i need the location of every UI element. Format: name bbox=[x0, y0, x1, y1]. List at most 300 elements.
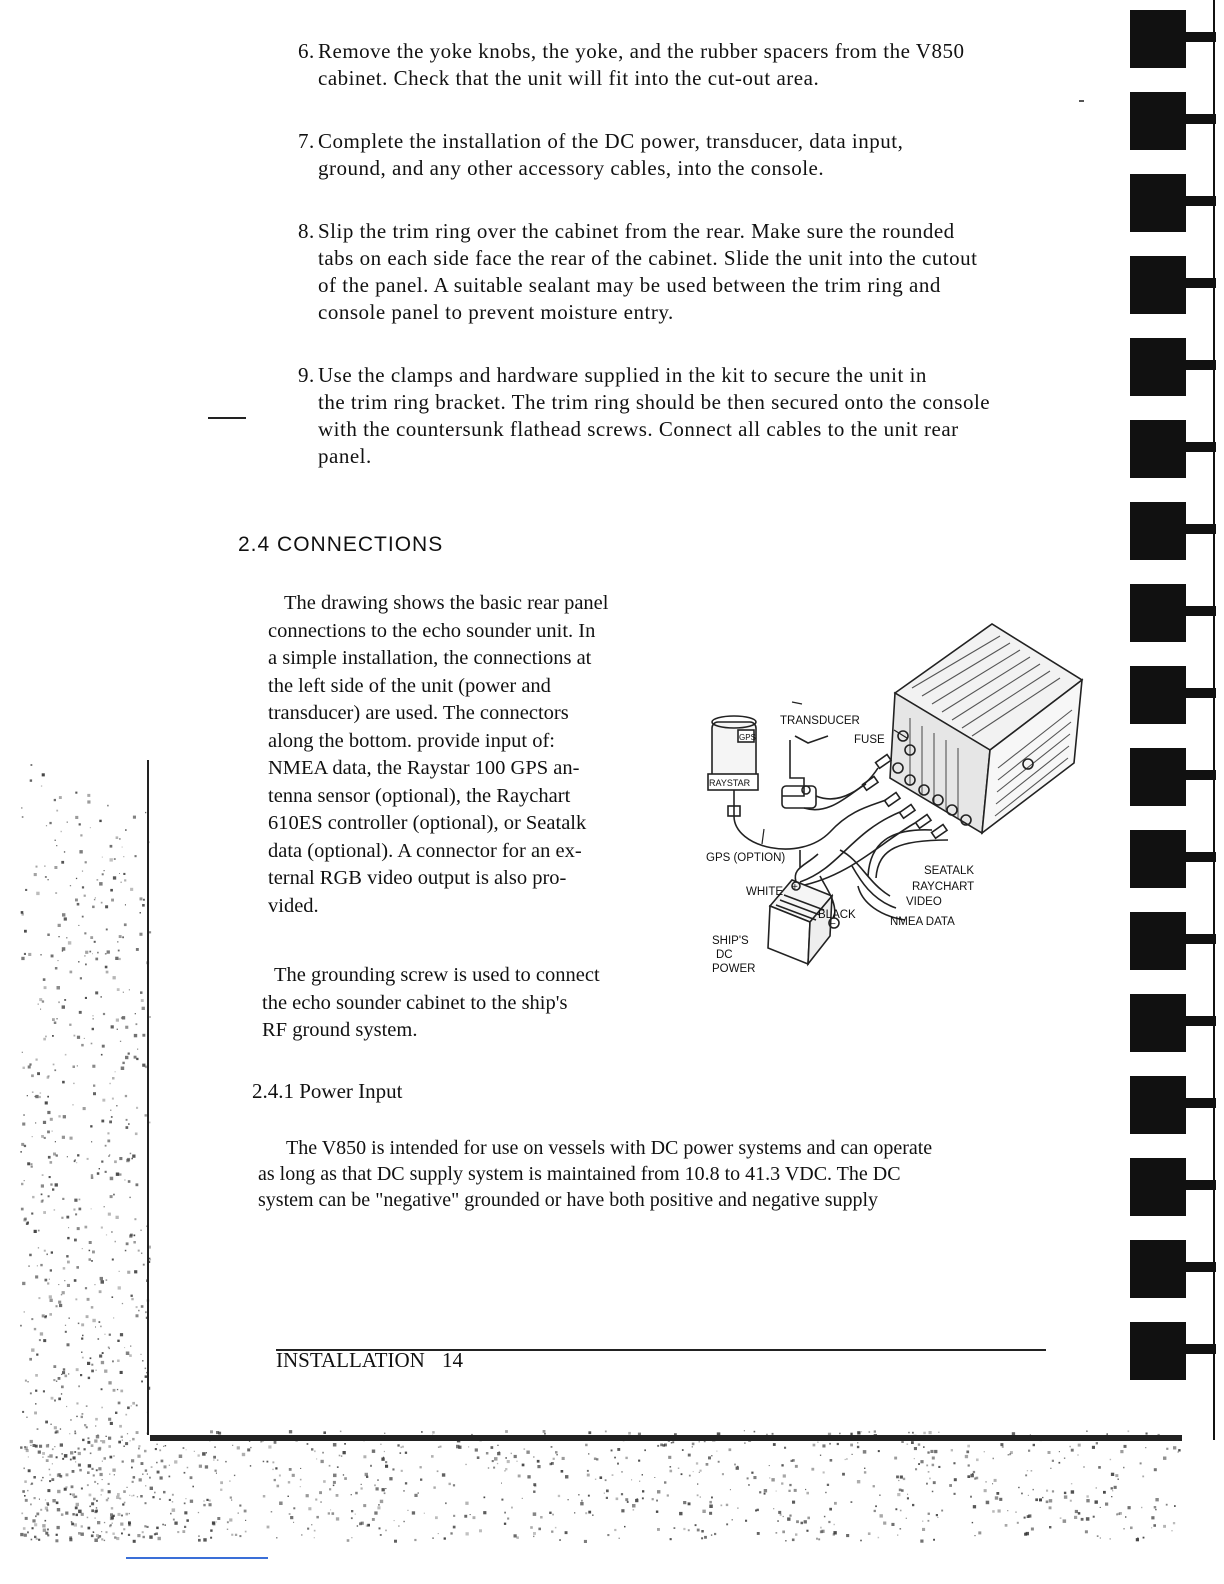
scan-speck bbox=[113, 1194, 115, 1196]
scan-speck bbox=[456, 1445, 460, 1449]
scan-speck bbox=[125, 1026, 128, 1029]
scan-speck bbox=[206, 1499, 208, 1501]
scan-speck bbox=[100, 996, 102, 998]
scan-speck bbox=[604, 1493, 605, 1494]
scan-speck bbox=[67, 1237, 69, 1239]
scan-speck bbox=[628, 1432, 631, 1435]
scan-speck bbox=[142, 1474, 143, 1475]
scan-speck bbox=[70, 1419, 72, 1421]
scan-speck bbox=[20, 1151, 22, 1153]
scan-speck bbox=[91, 1509, 94, 1512]
scan-speck bbox=[820, 1455, 821, 1456]
scan-speck bbox=[122, 1440, 123, 1441]
scan-speck bbox=[864, 1468, 865, 1469]
scan-speck bbox=[745, 1520, 747, 1522]
scan-speck bbox=[697, 1483, 698, 1484]
scan-speck bbox=[437, 1470, 439, 1472]
scan-speck bbox=[145, 1485, 146, 1486]
scan-speck bbox=[511, 1507, 513, 1509]
scan-speck bbox=[123, 873, 125, 875]
scan-speck bbox=[89, 1241, 92, 1244]
scan-speck bbox=[355, 1514, 356, 1515]
scan-speck bbox=[49, 1313, 52, 1316]
scan-speck bbox=[33, 1476, 36, 1479]
scan-speck bbox=[104, 1522, 105, 1523]
scan-speck bbox=[440, 1446, 442, 1448]
para-line: The drawing shows the basic rear panel bbox=[284, 592, 609, 614]
scan-speck bbox=[34, 1536, 36, 1538]
scan-speck bbox=[76, 1162, 77, 1163]
scan-speck bbox=[79, 1208, 82, 1211]
scan-speck bbox=[52, 1188, 54, 1190]
scan-speck bbox=[1086, 1495, 1088, 1497]
scan-speck bbox=[633, 1509, 635, 1511]
scan-speck bbox=[90, 1125, 92, 1127]
scan-speck bbox=[52, 1463, 53, 1464]
scan-speck bbox=[87, 800, 90, 803]
scan-speck bbox=[928, 1471, 930, 1473]
scan-speck bbox=[559, 1539, 561, 1541]
scan-speck bbox=[90, 936, 93, 939]
scan-speck bbox=[139, 1478, 142, 1481]
scan-speck bbox=[120, 1390, 123, 1393]
scan-speck bbox=[34, 1523, 37, 1526]
scan-speck bbox=[87, 1471, 90, 1474]
scan-speck bbox=[267, 1526, 270, 1529]
scan-speck bbox=[711, 1497, 713, 1499]
scan-speck bbox=[378, 1504, 380, 1506]
scan-speck bbox=[41, 785, 42, 786]
scan-speck bbox=[1027, 1515, 1030, 1518]
scan-speck bbox=[51, 1397, 54, 1400]
scan-speck bbox=[88, 1464, 91, 1467]
scan-speck bbox=[374, 1511, 377, 1514]
scan-speck bbox=[986, 1501, 990, 1505]
scan-speck bbox=[190, 1476, 193, 1479]
scan-speck bbox=[438, 1446, 440, 1448]
scan-speck bbox=[769, 1465, 770, 1466]
scan-speck bbox=[120, 1371, 123, 1374]
scan-speck bbox=[376, 1487, 379, 1490]
scan-speck bbox=[918, 1443, 920, 1445]
scan-speck bbox=[95, 1425, 96, 1426]
scan-speck bbox=[129, 989, 130, 990]
para-line: NMEA data, the Raystar 100 GPS an- bbox=[268, 757, 580, 779]
scan-speck bbox=[239, 1505, 241, 1507]
scan-speck bbox=[1070, 1500, 1072, 1502]
scan-speck bbox=[76, 1266, 79, 1269]
scan-speck bbox=[339, 1455, 341, 1457]
scan-speck bbox=[562, 1457, 565, 1460]
scan-speck bbox=[155, 1533, 158, 1536]
scan-speck bbox=[383, 1457, 384, 1458]
scan-blue-line bbox=[126, 1557, 268, 1559]
scan-speck bbox=[36, 1059, 38, 1061]
scan-speck bbox=[114, 1160, 117, 1163]
scan-speck bbox=[290, 1516, 293, 1519]
scan-speck bbox=[420, 1466, 422, 1468]
scan-speck bbox=[172, 1501, 173, 1502]
scan-speck bbox=[778, 1511, 781, 1514]
scan-speck bbox=[78, 1532, 81, 1535]
scan-speck bbox=[45, 1520, 47, 1522]
scan-speck bbox=[230, 1497, 232, 1499]
scan-speck bbox=[470, 1514, 471, 1515]
scan-speck bbox=[839, 1433, 841, 1435]
scan-speck bbox=[938, 1466, 940, 1468]
scan-speck bbox=[605, 1431, 607, 1433]
scan-speck bbox=[45, 1507, 48, 1510]
scan-speck bbox=[105, 1145, 107, 1147]
scan-speck bbox=[549, 1512, 551, 1514]
scan-speck bbox=[122, 1016, 125, 1019]
scan-speck bbox=[972, 1473, 973, 1474]
scan-speck bbox=[51, 955, 54, 958]
scan-speck bbox=[642, 1497, 644, 1499]
scan-speck bbox=[340, 1431, 342, 1433]
scan-speck bbox=[479, 1529, 482, 1532]
scan-speck bbox=[543, 1430, 546, 1433]
scan-speck bbox=[127, 1407, 130, 1410]
scan-speck bbox=[307, 1443, 309, 1445]
scan-speck bbox=[544, 1433, 546, 1435]
scan-speck bbox=[527, 1475, 530, 1478]
scan-speck bbox=[32, 1136, 33, 1137]
scan-speck bbox=[75, 1496, 77, 1498]
scan-speck bbox=[377, 1506, 380, 1509]
scan-speck bbox=[77, 1154, 79, 1156]
scan-speck bbox=[117, 1389, 118, 1390]
step-line: cabinet. Check that the unit will fit into the cut-out area. bbox=[318, 66, 820, 90]
scan-speck bbox=[1007, 1510, 1008, 1511]
scan-speck bbox=[978, 1531, 981, 1534]
scan-speck bbox=[361, 1522, 364, 1525]
scan-speck bbox=[209, 1500, 211, 1502]
scan-speck bbox=[66, 1473, 69, 1476]
scan-speck bbox=[747, 1477, 749, 1479]
scan-speck bbox=[109, 1334, 111, 1336]
scan-speck bbox=[91, 1174, 93, 1176]
scan-speck bbox=[41, 1200, 44, 1203]
scan-speck bbox=[105, 905, 108, 908]
scan-speck bbox=[1075, 1510, 1078, 1513]
scan-speck bbox=[26, 1449, 29, 1452]
scan-speck bbox=[184, 1472, 186, 1474]
scan-speck bbox=[1173, 1446, 1176, 1449]
scan-speck bbox=[97, 879, 99, 881]
scan-speck bbox=[112, 1360, 114, 1362]
scan-speck bbox=[217, 1459, 219, 1461]
scan-speck bbox=[135, 1013, 136, 1014]
scan-speck bbox=[84, 1038, 85, 1039]
scan-speck bbox=[766, 1434, 767, 1435]
scan-speck bbox=[22, 1052, 23, 1053]
scan-speck bbox=[118, 1402, 121, 1405]
scan-speck bbox=[61, 1393, 62, 1394]
scan-speck bbox=[93, 1474, 95, 1476]
scan-speck bbox=[56, 1534, 58, 1536]
scan-speck bbox=[110, 1110, 111, 1111]
scan-speck bbox=[81, 1323, 84, 1326]
scan-speck bbox=[55, 1432, 57, 1434]
scan-speck bbox=[36, 1513, 39, 1516]
scan-speck bbox=[242, 1453, 245, 1456]
scan-speck bbox=[1046, 1501, 1049, 1504]
scan-speck bbox=[145, 1311, 147, 1313]
scan-speck bbox=[136, 1306, 138, 1308]
scan-speck bbox=[895, 1508, 897, 1510]
scan-speck bbox=[289, 1468, 292, 1471]
scan-speck bbox=[522, 1498, 523, 1499]
scan-speck bbox=[144, 1525, 146, 1527]
scan-speck bbox=[75, 1507, 78, 1510]
scan-speck bbox=[102, 1440, 105, 1443]
scan-speck bbox=[1039, 1498, 1042, 1501]
scan-speck bbox=[44, 1137, 46, 1139]
scan-speck bbox=[907, 1443, 909, 1445]
scan-speck bbox=[35, 1122, 36, 1123]
scan-speck bbox=[333, 1481, 336, 1484]
scan-speck bbox=[274, 1441, 277, 1444]
scan-speck bbox=[57, 986, 61, 990]
scan-speck bbox=[57, 1526, 60, 1529]
scan-speck bbox=[974, 1535, 975, 1536]
scan-speck bbox=[322, 1452, 324, 1454]
scan-speck bbox=[192, 1486, 194, 1488]
scan-speck bbox=[397, 1444, 399, 1446]
scan-speck bbox=[56, 1456, 58, 1458]
scan-speck bbox=[24, 1180, 25, 1181]
scan-speck bbox=[121, 882, 122, 883]
scan-speck bbox=[949, 1484, 952, 1487]
scan-speck bbox=[156, 1462, 158, 1464]
scan-speck bbox=[109, 1525, 111, 1527]
scan-speck bbox=[999, 1498, 1002, 1501]
scan-speck bbox=[81, 1525, 83, 1527]
scan-speck bbox=[75, 1461, 76, 1462]
scan-speck bbox=[244, 1510, 247, 1513]
scan-speck bbox=[52, 1131, 53, 1132]
scan-speck bbox=[1027, 1470, 1028, 1471]
scan-speck bbox=[78, 961, 79, 962]
scan-speck bbox=[965, 1455, 968, 1458]
scan-speck bbox=[62, 913, 65, 916]
scan-speck bbox=[220, 1481, 223, 1484]
scan-speck bbox=[31, 1074, 34, 1077]
scan-speck bbox=[894, 1457, 897, 1460]
scan-speck bbox=[585, 1444, 588, 1447]
step-line: Use the clamps and hardware supplied in the kit to secure the unit in bbox=[318, 363, 927, 387]
scan-speck bbox=[109, 1121, 112, 1124]
scan-speck bbox=[94, 1539, 98, 1543]
scan-speck bbox=[142, 1360, 143, 1361]
scan-speck bbox=[28, 1066, 31, 1069]
scan-speck bbox=[435, 1516, 438, 1519]
scan-speck bbox=[101, 1388, 103, 1390]
scan-speck bbox=[70, 1493, 72, 1495]
scan-speck bbox=[783, 1474, 786, 1477]
scan-speck bbox=[806, 1492, 809, 1495]
scan-speck bbox=[27, 1222, 29, 1224]
scan-speck bbox=[1095, 1500, 1098, 1503]
scan-speck bbox=[30, 1445, 31, 1446]
scan-speck bbox=[46, 1459, 49, 1462]
scan-speck bbox=[445, 1502, 447, 1504]
scan-speck bbox=[99, 1355, 102, 1358]
scan-speck bbox=[84, 932, 86, 934]
scan-speck bbox=[820, 1527, 822, 1529]
para-line: vided. bbox=[268, 894, 319, 917]
scan-speck bbox=[118, 1286, 121, 1289]
scan-speck bbox=[41, 1135, 44, 1138]
scan-speck bbox=[47, 1131, 50, 1134]
scan-speck bbox=[483, 1511, 486, 1514]
scan-speck bbox=[289, 1513, 291, 1515]
scan-speck bbox=[88, 1527, 91, 1530]
scan-speck bbox=[125, 829, 127, 831]
scan-speck bbox=[104, 1370, 107, 1373]
scan-speck bbox=[58, 1301, 61, 1304]
scan-speck bbox=[119, 1425, 122, 1428]
scan-speck bbox=[23, 1468, 25, 1470]
scan-speck bbox=[22, 1490, 25, 1493]
scan-speck bbox=[79, 1469, 82, 1472]
scan-speck bbox=[124, 1502, 126, 1504]
para-line: the echo sounder cabinet to the ship's bbox=[262, 991, 568, 1014]
scan-speck bbox=[912, 1432, 914, 1434]
scan-speck bbox=[130, 1153, 132, 1155]
scan-speck bbox=[154, 1492, 156, 1494]
scan-speck bbox=[31, 1166, 33, 1168]
scan-speck bbox=[216, 1473, 217, 1474]
scan-speck bbox=[1021, 1493, 1023, 1495]
scan-speck bbox=[106, 1436, 107, 1437]
scan-speck bbox=[31, 1539, 33, 1541]
scan-speck bbox=[1059, 1451, 1060, 1452]
scan-speck bbox=[69, 1538, 72, 1541]
scan-speck bbox=[101, 1489, 104, 1492]
scan-speck bbox=[54, 1446, 55, 1447]
scan-speck bbox=[186, 1449, 187, 1450]
scan-speck bbox=[134, 1218, 136, 1220]
scan-speck bbox=[869, 1431, 871, 1433]
scan-speck bbox=[42, 773, 45, 776]
scan-speck bbox=[68, 1317, 70, 1319]
scan-speck bbox=[61, 1386, 64, 1389]
scan-speck bbox=[343, 1451, 346, 1454]
scan-speck bbox=[828, 1521, 830, 1523]
scan-speck bbox=[63, 1267, 65, 1270]
scan-speck bbox=[100, 1473, 103, 1476]
scan-speck bbox=[900, 1528, 902, 1530]
scan-speck bbox=[29, 1358, 32, 1361]
scan-speck bbox=[56, 1502, 59, 1505]
scan-speck bbox=[206, 1452, 207, 1453]
scan-speck bbox=[709, 1501, 712, 1504]
scan-speck bbox=[50, 1118, 53, 1121]
scan-speck bbox=[1171, 1530, 1172, 1531]
label-ships: SHIP'S bbox=[712, 935, 749, 947]
scan-speck bbox=[145, 1066, 148, 1069]
scan-speck bbox=[141, 1381, 143, 1383]
scan-speck bbox=[966, 1451, 969, 1454]
scan-speck bbox=[125, 1095, 127, 1097]
scan-speck bbox=[36, 866, 38, 868]
scan-speck bbox=[75, 1159, 76, 1160]
para-line: the left side of the unit (power and bbox=[268, 674, 551, 697]
scan-speck bbox=[595, 1479, 596, 1480]
scan-speck bbox=[93, 1498, 96, 1501]
scan-speck bbox=[225, 1461, 227, 1463]
scan-speck bbox=[24, 1446, 26, 1448]
scan-speck bbox=[69, 1433, 70, 1434]
subsection-heading: 2.4.1 Power Input bbox=[252, 1079, 403, 1103]
scan-speck bbox=[122, 1503, 124, 1505]
scan-speck bbox=[288, 1481, 290, 1483]
scan-speck bbox=[795, 1465, 798, 1468]
scan-speck bbox=[1103, 1491, 1106, 1494]
scan-speck bbox=[95, 897, 96, 898]
scan-speck bbox=[516, 1536, 519, 1539]
scan-speck bbox=[272, 1461, 274, 1463]
scan-speck bbox=[21, 1183, 23, 1185]
scan-speck bbox=[380, 1534, 382, 1536]
scan-speck bbox=[607, 1534, 609, 1536]
scan-speck bbox=[42, 1477, 43, 1478]
scan-speck bbox=[875, 1505, 877, 1507]
scan-speck bbox=[28, 1469, 31, 1472]
scan-speck bbox=[464, 1515, 467, 1518]
scan-speck bbox=[764, 1489, 767, 1492]
para-line: system can be "negative" grounded or have both positive and negative supply bbox=[258, 1189, 879, 1211]
scan-speck bbox=[42, 1174, 44, 1176]
scan-speck bbox=[113, 1389, 116, 1392]
scan-speck bbox=[1028, 1450, 1030, 1452]
scan-speck bbox=[53, 1379, 55, 1381]
scan-speck bbox=[533, 1483, 536, 1486]
scan-speck bbox=[992, 1483, 993, 1484]
scan-speck bbox=[63, 1368, 65, 1370]
scan-speck bbox=[709, 1505, 713, 1509]
scan-speck bbox=[1069, 1446, 1071, 1448]
scan-speck bbox=[697, 1494, 699, 1496]
scan-speck bbox=[117, 1029, 118, 1030]
scan-speck bbox=[656, 1511, 658, 1513]
scan-speck bbox=[57, 1474, 60, 1477]
scan-speck bbox=[95, 991, 98, 994]
scan-speck bbox=[928, 1520, 930, 1522]
scan-speck bbox=[642, 1490, 644, 1492]
scan-speck bbox=[776, 1491, 777, 1492]
scan-speck bbox=[84, 1424, 86, 1426]
scan-speck bbox=[133, 816, 136, 819]
scan-speck bbox=[106, 929, 108, 931]
scan-speck bbox=[711, 1455, 712, 1456]
scan-speck bbox=[953, 1462, 955, 1464]
scan-speck bbox=[914, 1447, 917, 1450]
scan-speck bbox=[74, 1431, 76, 1433]
scan-speck bbox=[906, 1518, 907, 1519]
scan-speck bbox=[112, 1533, 114, 1535]
scan-speck bbox=[664, 1481, 666, 1483]
scan-speck bbox=[128, 1180, 131, 1183]
scan-speck bbox=[81, 1533, 84, 1536]
scan-speck bbox=[714, 1533, 716, 1535]
scan-speck bbox=[314, 1450, 316, 1452]
scan-speck bbox=[967, 1475, 970, 1478]
scan-speck bbox=[592, 1514, 594, 1516]
scan-speck bbox=[113, 1515, 115, 1517]
